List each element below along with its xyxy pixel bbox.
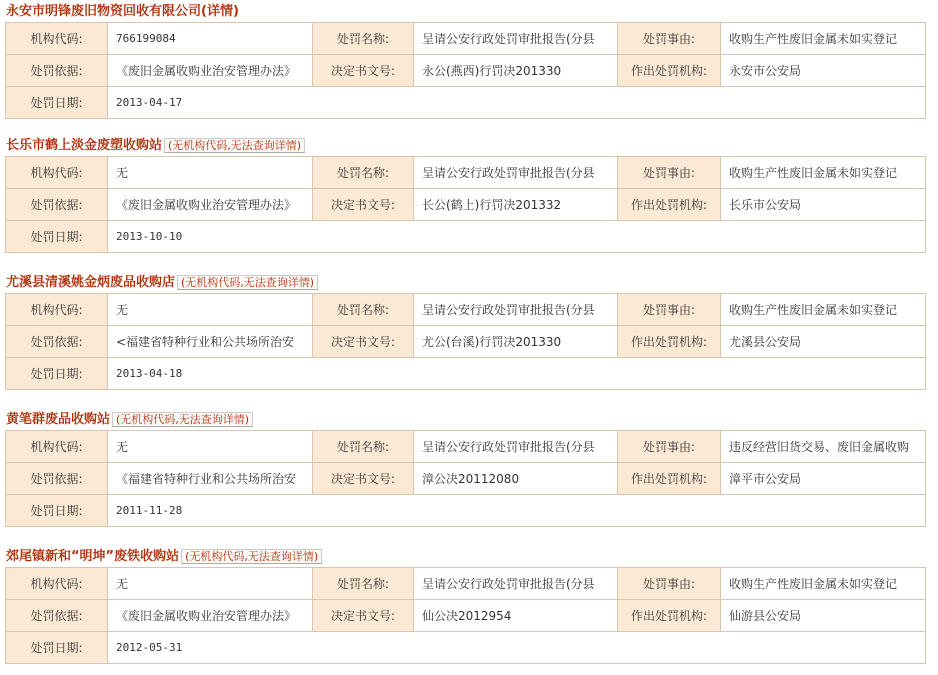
company-name: 长乐市鹤上淡金废塑收购站 [6, 138, 163, 153]
company-name: 郊尾镇新和“明坤”废铁收购站 [6, 549, 180, 564]
org-code-label: 机构代码: [6, 23, 108, 55]
authority-value: 仙游县公安局 [721, 600, 926, 632]
company-name: 尤溪县清溪姚金炳废品收购店 [6, 275, 176, 290]
penalty-basis-label: 处罚依据: [6, 463, 108, 495]
authority-label: 作出处罚机构: [618, 326, 721, 358]
table-row [6, 358, 926, 390]
penalty-name-label: 处罚名称: [313, 157, 414, 189]
record-table [5, 430, 926, 527]
table-row [6, 55, 926, 87]
penalty-reason-value: 收购生产性废旧金属未如实登记 [721, 23, 926, 55]
penalty-name-value: 呈请公安行政处罚审批报告(分县 [414, 157, 618, 189]
penalty-date-value: 2013-10-10 [108, 221, 926, 253]
penalty-basis-value: 《福建省特种行业和公共场所治安 [108, 463, 313, 495]
penalty-reason-label: 处罚事由: [618, 23, 721, 55]
company-name: 黄笔群废品收购站 [6, 412, 111, 427]
record-block [0, 0, 938, 119]
decision-no-label: 决定书文号: [313, 463, 414, 495]
record-title [0, 408, 938, 430]
penalty-reason-value: 违反经营旧货交易、废旧金属收购 [721, 431, 926, 463]
penalty-name-value: 呈请公安行政处罚审批报告(分县 [414, 431, 618, 463]
org-code-label: 机构代码: [6, 431, 108, 463]
record-title [0, 545, 938, 567]
table-row [6, 23, 926, 55]
decision-no-label: 决定书文号: [313, 326, 414, 358]
penalty-name-label: 处罚名称: [313, 568, 414, 600]
record-block [0, 134, 938, 253]
penalty-basis-label: 处罚依据: [6, 600, 108, 632]
decision-no-label: 决定书文号: [313, 600, 414, 632]
penalty-basis-value: 《废旧金属收购业治安管理办法》 [108, 600, 313, 632]
penalty-date-label: 处罚日期: [6, 358, 108, 390]
authority-label: 作出处罚机构: [618, 600, 721, 632]
authority-label: 作出处罚机构: [618, 55, 721, 87]
authority-value: 永安市公安局 [721, 55, 926, 87]
penalty-name-value: 呈请公安行政处罚审批报告(分县 [414, 568, 618, 600]
decision-no-value: 漳公决20112080 [414, 463, 618, 495]
table-row [6, 600, 926, 632]
authority-label: 作出处罚机构: [618, 189, 721, 221]
no-code-note: (无机构代码,无法查询详情) [181, 549, 322, 564]
penalty-reason-label: 处罚事由: [618, 568, 721, 600]
org-code-value: 无 [108, 294, 313, 326]
penalty-date-label: 处罚日期: [6, 221, 108, 253]
record-block [0, 408, 938, 527]
table-row [6, 87, 926, 119]
decision-no-value: 长公(鹤上)行罚决201332 [414, 189, 618, 221]
penalty-reason-value: 收购生产性废旧金属未如实登记 [721, 294, 926, 326]
org-code-value: 766199084 [108, 23, 313, 55]
decision-no-label: 决定书文号: [313, 189, 414, 221]
penalty-basis-label: 处罚依据: [6, 326, 108, 358]
penalty-name-value: 呈请公安行政处罚审批报告(分县 [414, 23, 618, 55]
penalty-reason-value: 收购生产性废旧金属未如实登记 [721, 568, 926, 600]
decision-no-value: 永公(燕西)行罚决201330 [414, 55, 618, 87]
decision-no-value: 仙公决2012954 [414, 600, 618, 632]
penalty-date-label: 处罚日期: [6, 495, 108, 527]
penalty-date-value: 2013-04-17 [108, 87, 926, 119]
no-code-note: (无机构代码,无法查询详情) [112, 412, 253, 427]
company-name: 永安市明锋废旧物资回收有限公司 [6, 4, 202, 19]
authority-value: 尤溪县公安局 [721, 326, 926, 358]
record-table [5, 22, 926, 119]
no-code-note: (无机构代码,无法查询详情) [177, 275, 318, 290]
authority-value: 漳平市公安局 [721, 463, 926, 495]
record-block [0, 271, 938, 390]
penalty-date-value: 2013-04-18 [108, 358, 926, 390]
penalty-date-value: 2012-05-31 [108, 632, 926, 664]
table-row [6, 221, 926, 253]
table-row [6, 568, 926, 600]
penalty-basis-value: <福建省特种行业和公共场所治安 [108, 326, 313, 358]
penalty-name-value: 呈请公安行政处罚审批报告(分县 [414, 294, 618, 326]
decision-no-label: 决定书文号: [313, 55, 414, 87]
penalty-name-label: 处罚名称: [313, 431, 414, 463]
table-row [6, 632, 926, 664]
penalty-basis-label: 处罚依据: [6, 189, 108, 221]
penalty-date-label: 处罚日期: [6, 632, 108, 664]
authority-value: 长乐市公安局 [721, 189, 926, 221]
org-code-value: 无 [108, 431, 313, 463]
detail-link[interactable]: (详情) [201, 4, 239, 19]
record-table [5, 293, 926, 390]
record-title [0, 0, 938, 22]
penalty-date-value: 2011-11-28 [108, 495, 926, 527]
record-block [0, 545, 938, 664]
record-title [0, 134, 938, 156]
penalty-name-label: 处罚名称: [313, 294, 414, 326]
penalty-name-label: 处罚名称: [313, 23, 414, 55]
org-code-label: 机构代码: [6, 157, 108, 189]
table-row [6, 294, 926, 326]
org-code-label: 机构代码: [6, 294, 108, 326]
no-code-note: (无机构代码,无法查询详情) [164, 138, 305, 153]
penalty-date-label: 处罚日期: [6, 87, 108, 119]
record-table [5, 156, 926, 253]
record-table [5, 567, 926, 664]
table-row [6, 157, 926, 189]
table-row [6, 463, 926, 495]
penalty-basis-label: 处罚依据: [6, 55, 108, 87]
org-code-value: 无 [108, 568, 313, 600]
record-title [0, 271, 938, 293]
table-row [6, 431, 926, 463]
table-row [6, 189, 926, 221]
penalty-reason-value: 收购生产性废旧金属未如实登记 [721, 157, 926, 189]
penalty-basis-value: 《废旧金属收购业治安管理办法》 [108, 55, 313, 87]
org-code-label: 机构代码: [6, 568, 108, 600]
penalty-basis-value: 《废旧金属收购业治安管理办法》 [108, 189, 313, 221]
penalty-reason-label: 处罚事由: [618, 294, 721, 326]
org-code-value: 无 [108, 157, 313, 189]
penalty-reason-label: 处罚事由: [618, 157, 721, 189]
decision-no-value: 尤公(台溪)行罚决201330 [414, 326, 618, 358]
table-row [6, 495, 926, 527]
penalty-reason-label: 处罚事由: [618, 431, 721, 463]
authority-label: 作出处罚机构: [618, 463, 721, 495]
table-row [6, 326, 926, 358]
